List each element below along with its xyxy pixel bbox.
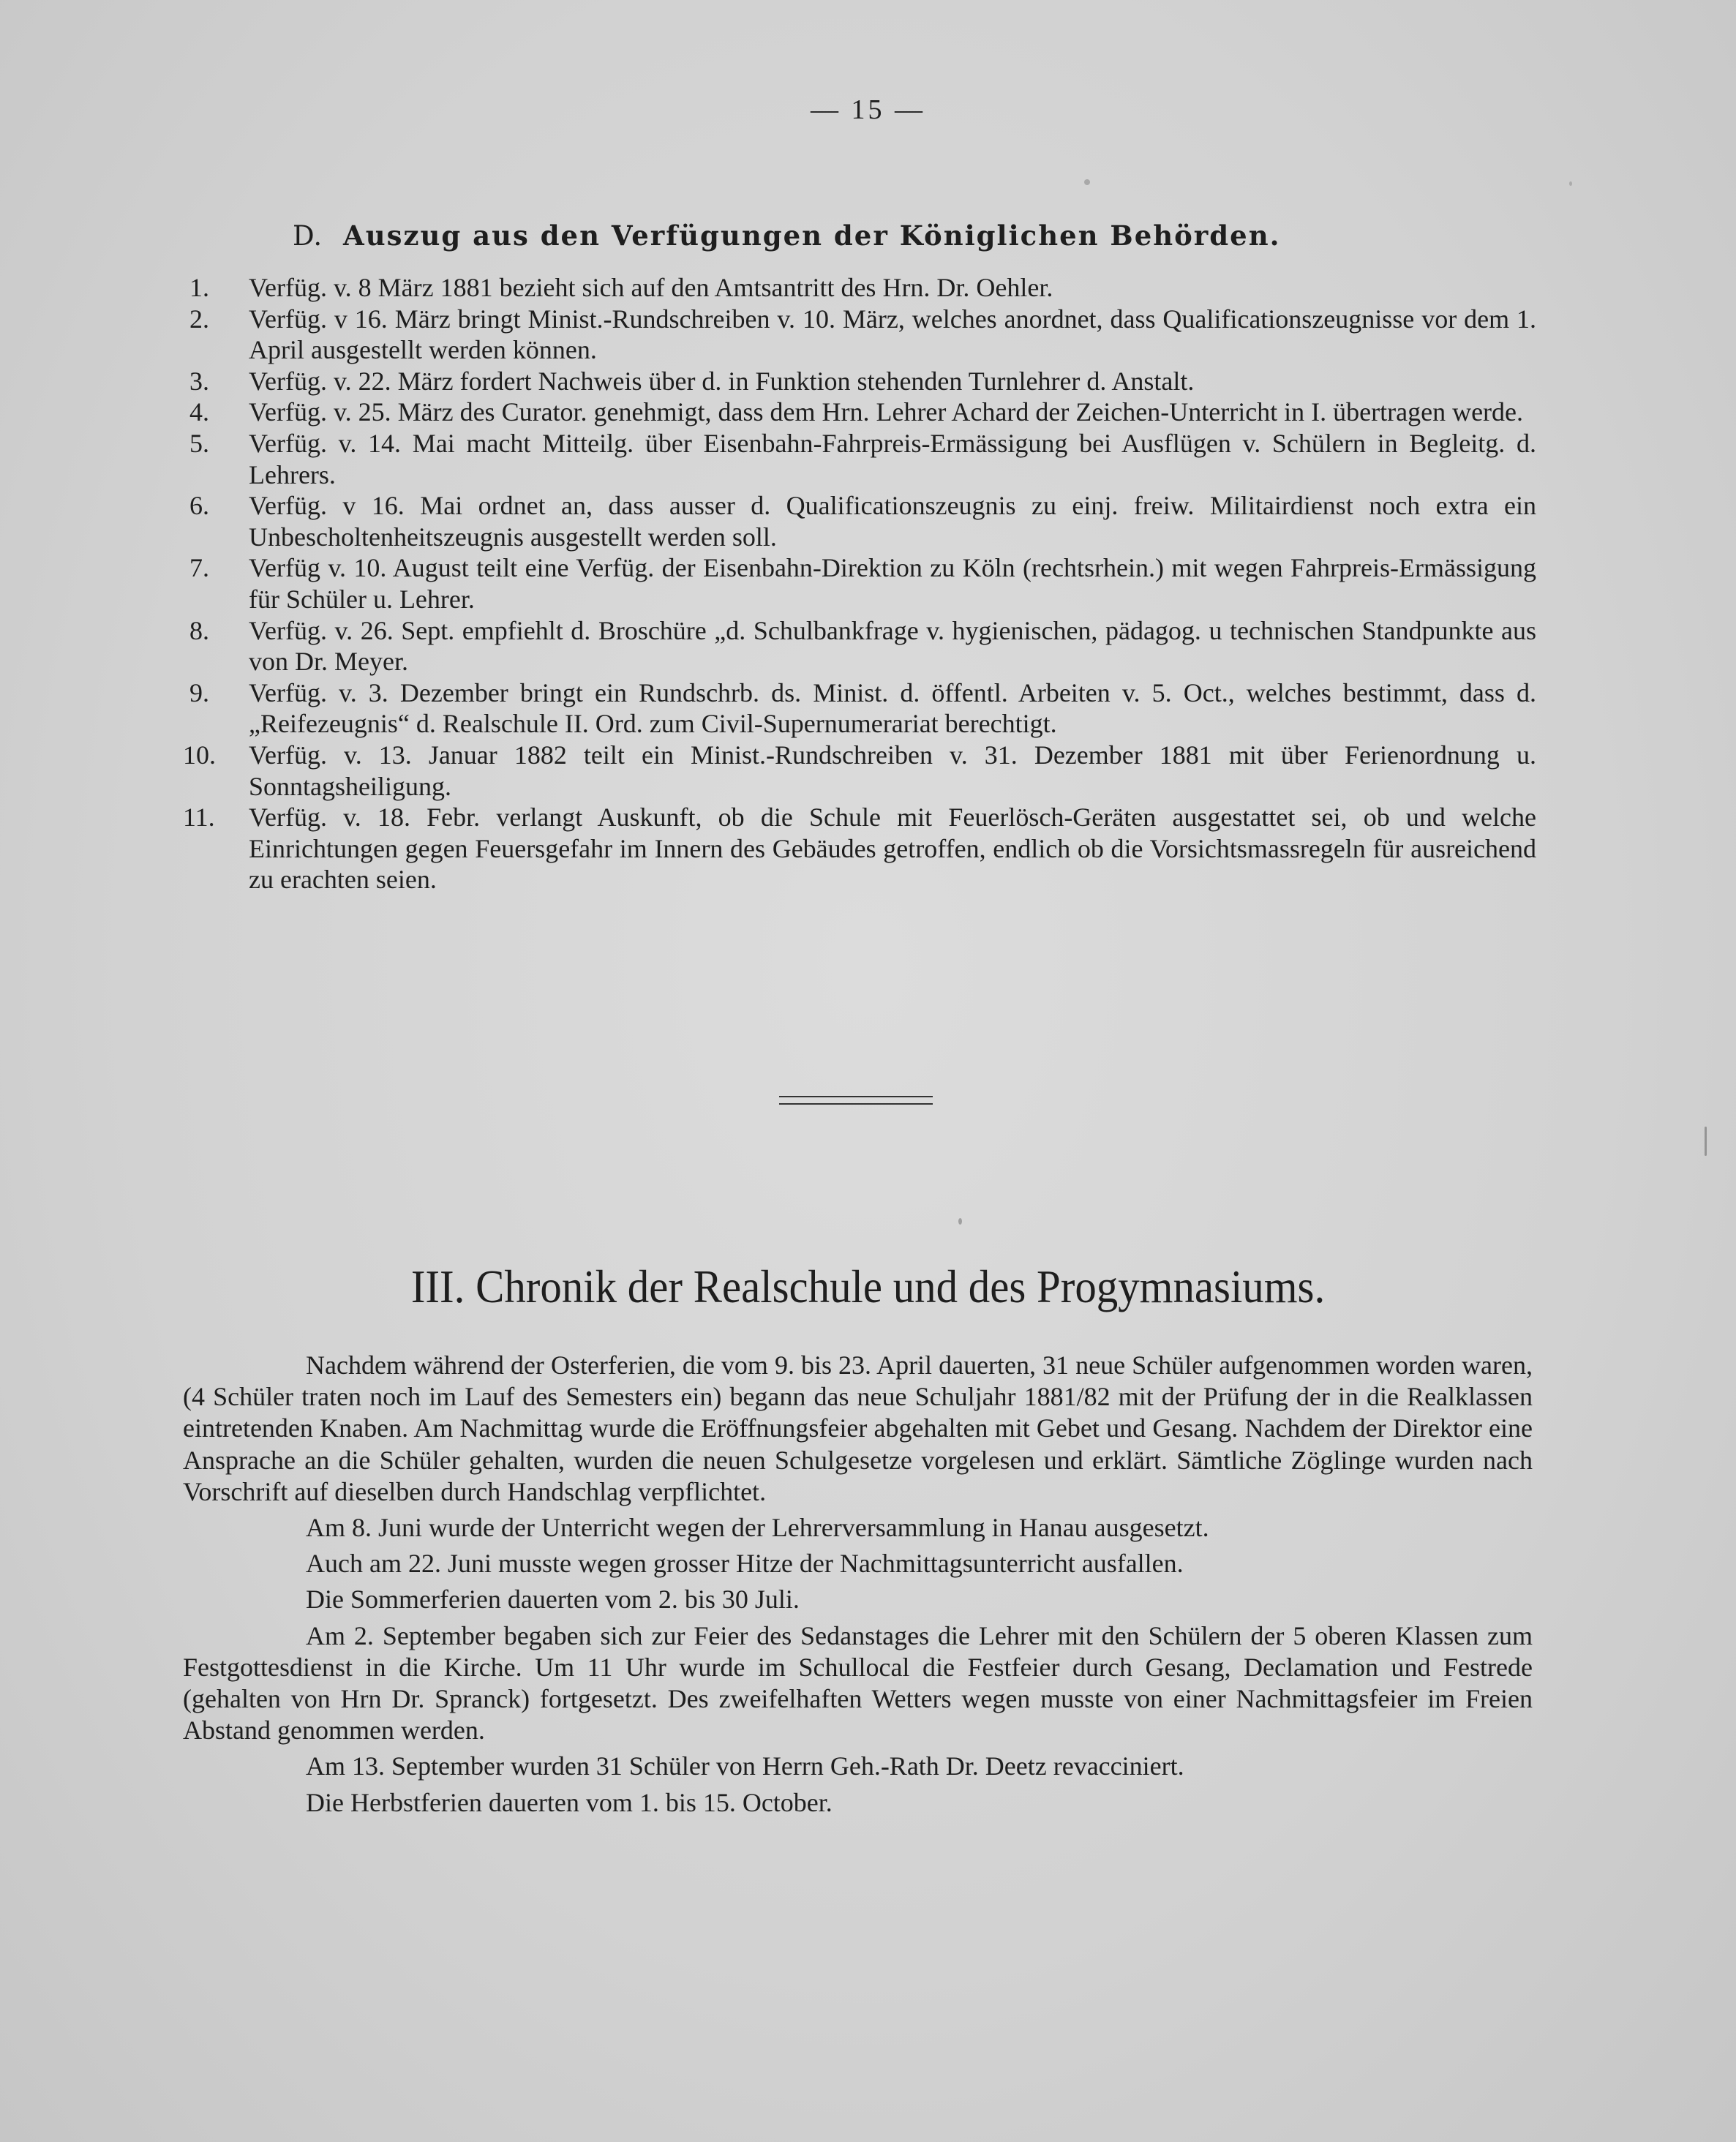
scan-speck — [958, 1218, 962, 1225]
decree-item — [183, 552, 1536, 615]
decrees-list — [183, 272, 1536, 895]
chronicle-paragraph: Die Sommerferien dauerten vom 2. bis 30 Juli. — [306, 1585, 800, 1615]
chronicle-paragraph: Am 8. Juni wurde der Unterricht wegen der Lehrerversammlung in Hanau ausgesetzt. — [306, 1513, 1209, 1543]
decree-number: 7. — [189, 553, 209, 583]
scan-speck — [1705, 1127, 1707, 1156]
decree-text: Verfüg. v. 14. Mai macht Mitteilg. über Eisenbahn-Fahrpreis-Ermässigung bei Ausflügen v. Schülern in Begleitg. d. Lehrers. — [249, 428, 1536, 489]
section-d-heading — [293, 219, 1281, 252]
decree-text: Verfüg. v. 26. Sept. empfiehlt d. Broschüre „d. Schulbankfrage v. hygienischen, pädagog. u technischen Standpunkte aus von Dr. Meyer. — [249, 615, 1536, 677]
section-d-label: D. — [293, 220, 323, 252]
decree-text: Verfüg. v. 3. Dezember bringt ein Rundschrb. ds. Minist. d. öffentl. Arbeiten v. 5. Oct., welches bestimmt, dass d. „Reifezeugnis“ d. Realschule II. Ord. zum Civil-Supernumerariat berechtigt. — [249, 677, 1536, 739]
decree-item — [183, 272, 1536, 304]
decree-item — [183, 615, 1536, 677]
section-d-title: Auszug aus den Verfügungen der Königlichen Behörden. — [343, 219, 1281, 252]
decree-item — [183, 740, 1536, 802]
decree-number: 5. — [189, 428, 209, 458]
decree-number: 3. — [189, 366, 209, 396]
decree-item — [183, 490, 1536, 552]
scan-speck — [1569, 181, 1572, 186]
decree-text: Verfüg. v. 13. Januar 1882 teilt ein Minist.-Rundschreiben v. 31. Dezember 1881 mit über Ferienordnung u. Sonntagsheiligung. — [249, 740, 1536, 801]
chronicle-paragraph: Die Herbstferien dauerten vom 1. bis 15. October. — [306, 1787, 833, 1817]
chronicle-paragraph: Nachdem während der Osterferien, die vom 9. bis 23. April dauerten, 31 neue Schüler aufgenommen worden waren, (4 Schüler traten noch im Lauf des Semesters ein) begann das neue Schuljahr 1881/82 mit der Prüfung der in die Realklassen eintretenden Knaben. Am Nachmittag wurde die Eröffnungsfeier abgehalten mit Gebet und Gesang. Nachdem der Direktor eine Ansprache an die Schüler gehalten, wurden die neuen Schulgesetze vorgelesen und erklärt. Sämtliche Zöglinge wurden nach Vorschrift auf dieselben durch Handschlag verpflichtet. — [183, 1350, 1533, 1506]
decree-text: Verfüg v. 10. August teilt eine Verfüg. der Eisenbahn-Direktion zu Köln (rechtsrhein.) mit wegen Fahrpreis-Ermässigung für Schüler u. Lehrer. — [249, 553, 1536, 614]
chronicle-paragraph: Auch am 22. Juni musste wegen grosser Hitze der Nachmittagsunterricht ausfallen. — [306, 1549, 1184, 1579]
chapter-heading: III. Chronik der Realschule und des Progymnasiums. — [410, 1260, 1326, 1312]
decree-text: Verfüg. v. 18. Febr. verlangt Auskunft, ob die Schule mit Feuerlösch-Geräten ausgestattet sei, ob und welche Einrichtungen gegen Feuersgefahr im Innern des Gebäudes getroffen, endlich ob die Vorsichtsmassregeln für ausreichend zu erachten seien. — [249, 803, 1536, 895]
decree-item — [183, 366, 1536, 397]
decree-number: 2. — [189, 304, 209, 334]
decree-item — [183, 677, 1536, 740]
decree-text: Verfüg. v 16. März bringt Minist.-Rundschreiben v. 10. März, welches anordnet, dass Qualificationszeugnisse vor dem 1. April ausgestellt werden können. — [249, 304, 1536, 365]
decree-number: 1. — [189, 273, 209, 302]
section-divider — [779, 1096, 933, 1105]
decree-number: 8. — [189, 615, 209, 645]
page-number: — 15 — — [811, 94, 925, 125]
decree-text: Verfüg. v 16. Mai ordnet an, dass ausser d. Qualificationszeugnis zu einj. freiw. Militairdienst noch extra ein Unbescholtenheitszeugnis ausgestellt werden soll. — [249, 491, 1536, 552]
decree-number: 4. — [189, 397, 209, 427]
decree-item — [183, 428, 1536, 490]
scan-speck — [1084, 179, 1090, 185]
decree-item — [183, 802, 1536, 895]
decree-text: Verfüg. v. 25. März des Curator. genehmigt, dass dem Hrn. Lehrer Achard der Zeichen-Unterricht in I. übertragen werde. — [249, 397, 1524, 427]
decree-text: Verfüg. v. 22. März fordert Nachweis über d. in Funktion stehenden Turnlehrer d. Anstalt. — [249, 366, 1195, 396]
decree-number: 11. — [183, 803, 215, 833]
chronicle-body — [183, 1350, 1533, 1823]
decree-item — [183, 397, 1536, 428]
decree-item — [183, 304, 1536, 366]
chronicle-paragraph: Am 13. September wurden 31 Schüler von Herrn Geh.-Rath Dr. Deetz revacciniert. — [306, 1751, 1184, 1781]
decree-number: 9. — [189, 677, 209, 707]
decree-text: Verfüg. v. 8 März 1881 bezieht sich auf den Amtsantritt des Hrn. Dr. Oehler. — [249, 273, 1053, 302]
chronicle-paragraph: Am 2. September begaben sich zur Feier des Sedanstages die Lehrer mit den Schülern der 5 oberen Klassen zum Festgottesdienst in die Kirche. Um 11 Uhr wurde im Schullocal die Festfeier durch Gesang, Declamation und Festrede (gehalten von Hrn Dr. Spranck) fortgesetzt. Des zweifelhaften Wetters wegen musste von einer Nachmittagsfeier im Freien Abstand genommen werden. — [183, 1620, 1533, 1745]
decree-number: 6. — [189, 491, 209, 521]
decree-number: 10. — [183, 740, 216, 770]
